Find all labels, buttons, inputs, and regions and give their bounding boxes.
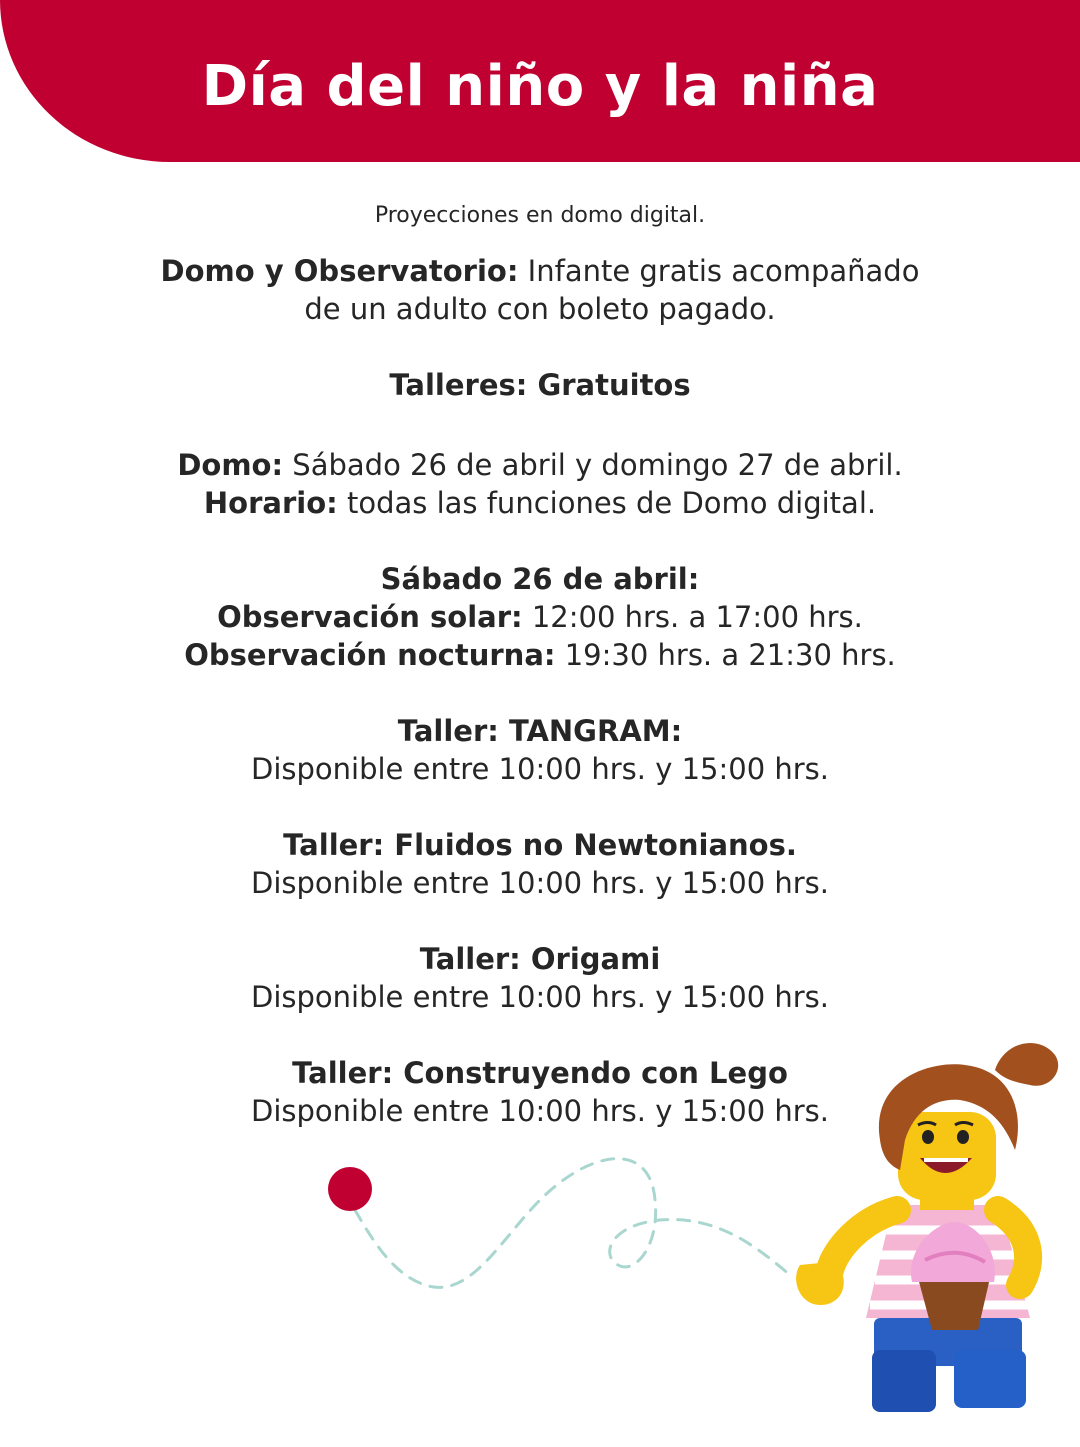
observacion-solar-line bbox=[40, 598, 1040, 636]
observacion-nocturna-label: Observación nocturna: bbox=[184, 638, 556, 672]
domo-observatorio-label: Domo y Observatorio: bbox=[160, 254, 519, 288]
workshop-tangram bbox=[40, 712, 1040, 788]
workshop-availability: Disponible entre 10:00 hrs. y 15:00 hrs. bbox=[251, 980, 829, 1014]
domo-observatorio-line2: de un adulto con boleto pagado. bbox=[304, 292, 776, 326]
domo-schedule-block bbox=[40, 446, 1040, 522]
domo-label: Domo: bbox=[177, 448, 284, 482]
sabado-title: Sábado 26 de abril: bbox=[380, 562, 700, 596]
domo-observatorio-line1 bbox=[40, 252, 1040, 290]
domo-observatorio-text: Infante gratis acompañado bbox=[518, 254, 920, 288]
workshop-title: Taller: TANGRAM: bbox=[397, 714, 683, 748]
page-title: Día del niño y la niña bbox=[201, 54, 879, 119]
workshop-title: Taller: Construyendo con Lego bbox=[292, 1056, 788, 1090]
observacion-nocturna-text: 19:30 hrs. a 21:30 hrs. bbox=[555, 638, 896, 672]
horario-label: Horario: bbox=[203, 486, 338, 520]
dashed-path-icon bbox=[355, 1159, 790, 1288]
event-info bbox=[40, 198, 1040, 1168]
workshop-title: Taller: Origami bbox=[419, 942, 661, 976]
observacion-solar-label: Observación solar: bbox=[217, 600, 523, 634]
horario-line bbox=[40, 484, 1040, 522]
domo-text: Sábado 26 de abril y domingo 27 de abril. bbox=[283, 448, 903, 482]
workshop-availability: Disponible entre 10:00 hrs. y 15:00 hrs. bbox=[251, 866, 829, 900]
domo-line bbox=[40, 446, 1040, 484]
intro-text: Proyecciones en domo digital. bbox=[374, 203, 706, 228]
workshop-availability: Disponible entre 10:00 hrs. y 15:00 hrs. bbox=[251, 1094, 829, 1128]
observacion-nocturna-line bbox=[40, 636, 1040, 674]
observacion-solar-text: 12:00 hrs. a 17:00 hrs. bbox=[522, 600, 863, 634]
talleres-label: Talleres: Gratuitos bbox=[389, 368, 691, 402]
workshop-fluidos bbox=[40, 826, 1040, 902]
domo-observatorio-block bbox=[40, 252, 1040, 328]
horario-text: todas las funciones de Domo digital. bbox=[337, 486, 877, 520]
workshop-title: Taller: Fluidos no Newtonianos. bbox=[283, 828, 797, 862]
workshop-lego bbox=[40, 1054, 1040, 1130]
workshop-origami bbox=[40, 940, 1040, 1016]
sabado-block bbox=[40, 560, 1040, 674]
workshop-availability: Disponible entre 10:00 hrs. y 15:00 hrs. bbox=[251, 752, 829, 786]
red-dot-icon bbox=[328, 1167, 372, 1211]
talleres-block bbox=[40, 366, 1040, 404]
